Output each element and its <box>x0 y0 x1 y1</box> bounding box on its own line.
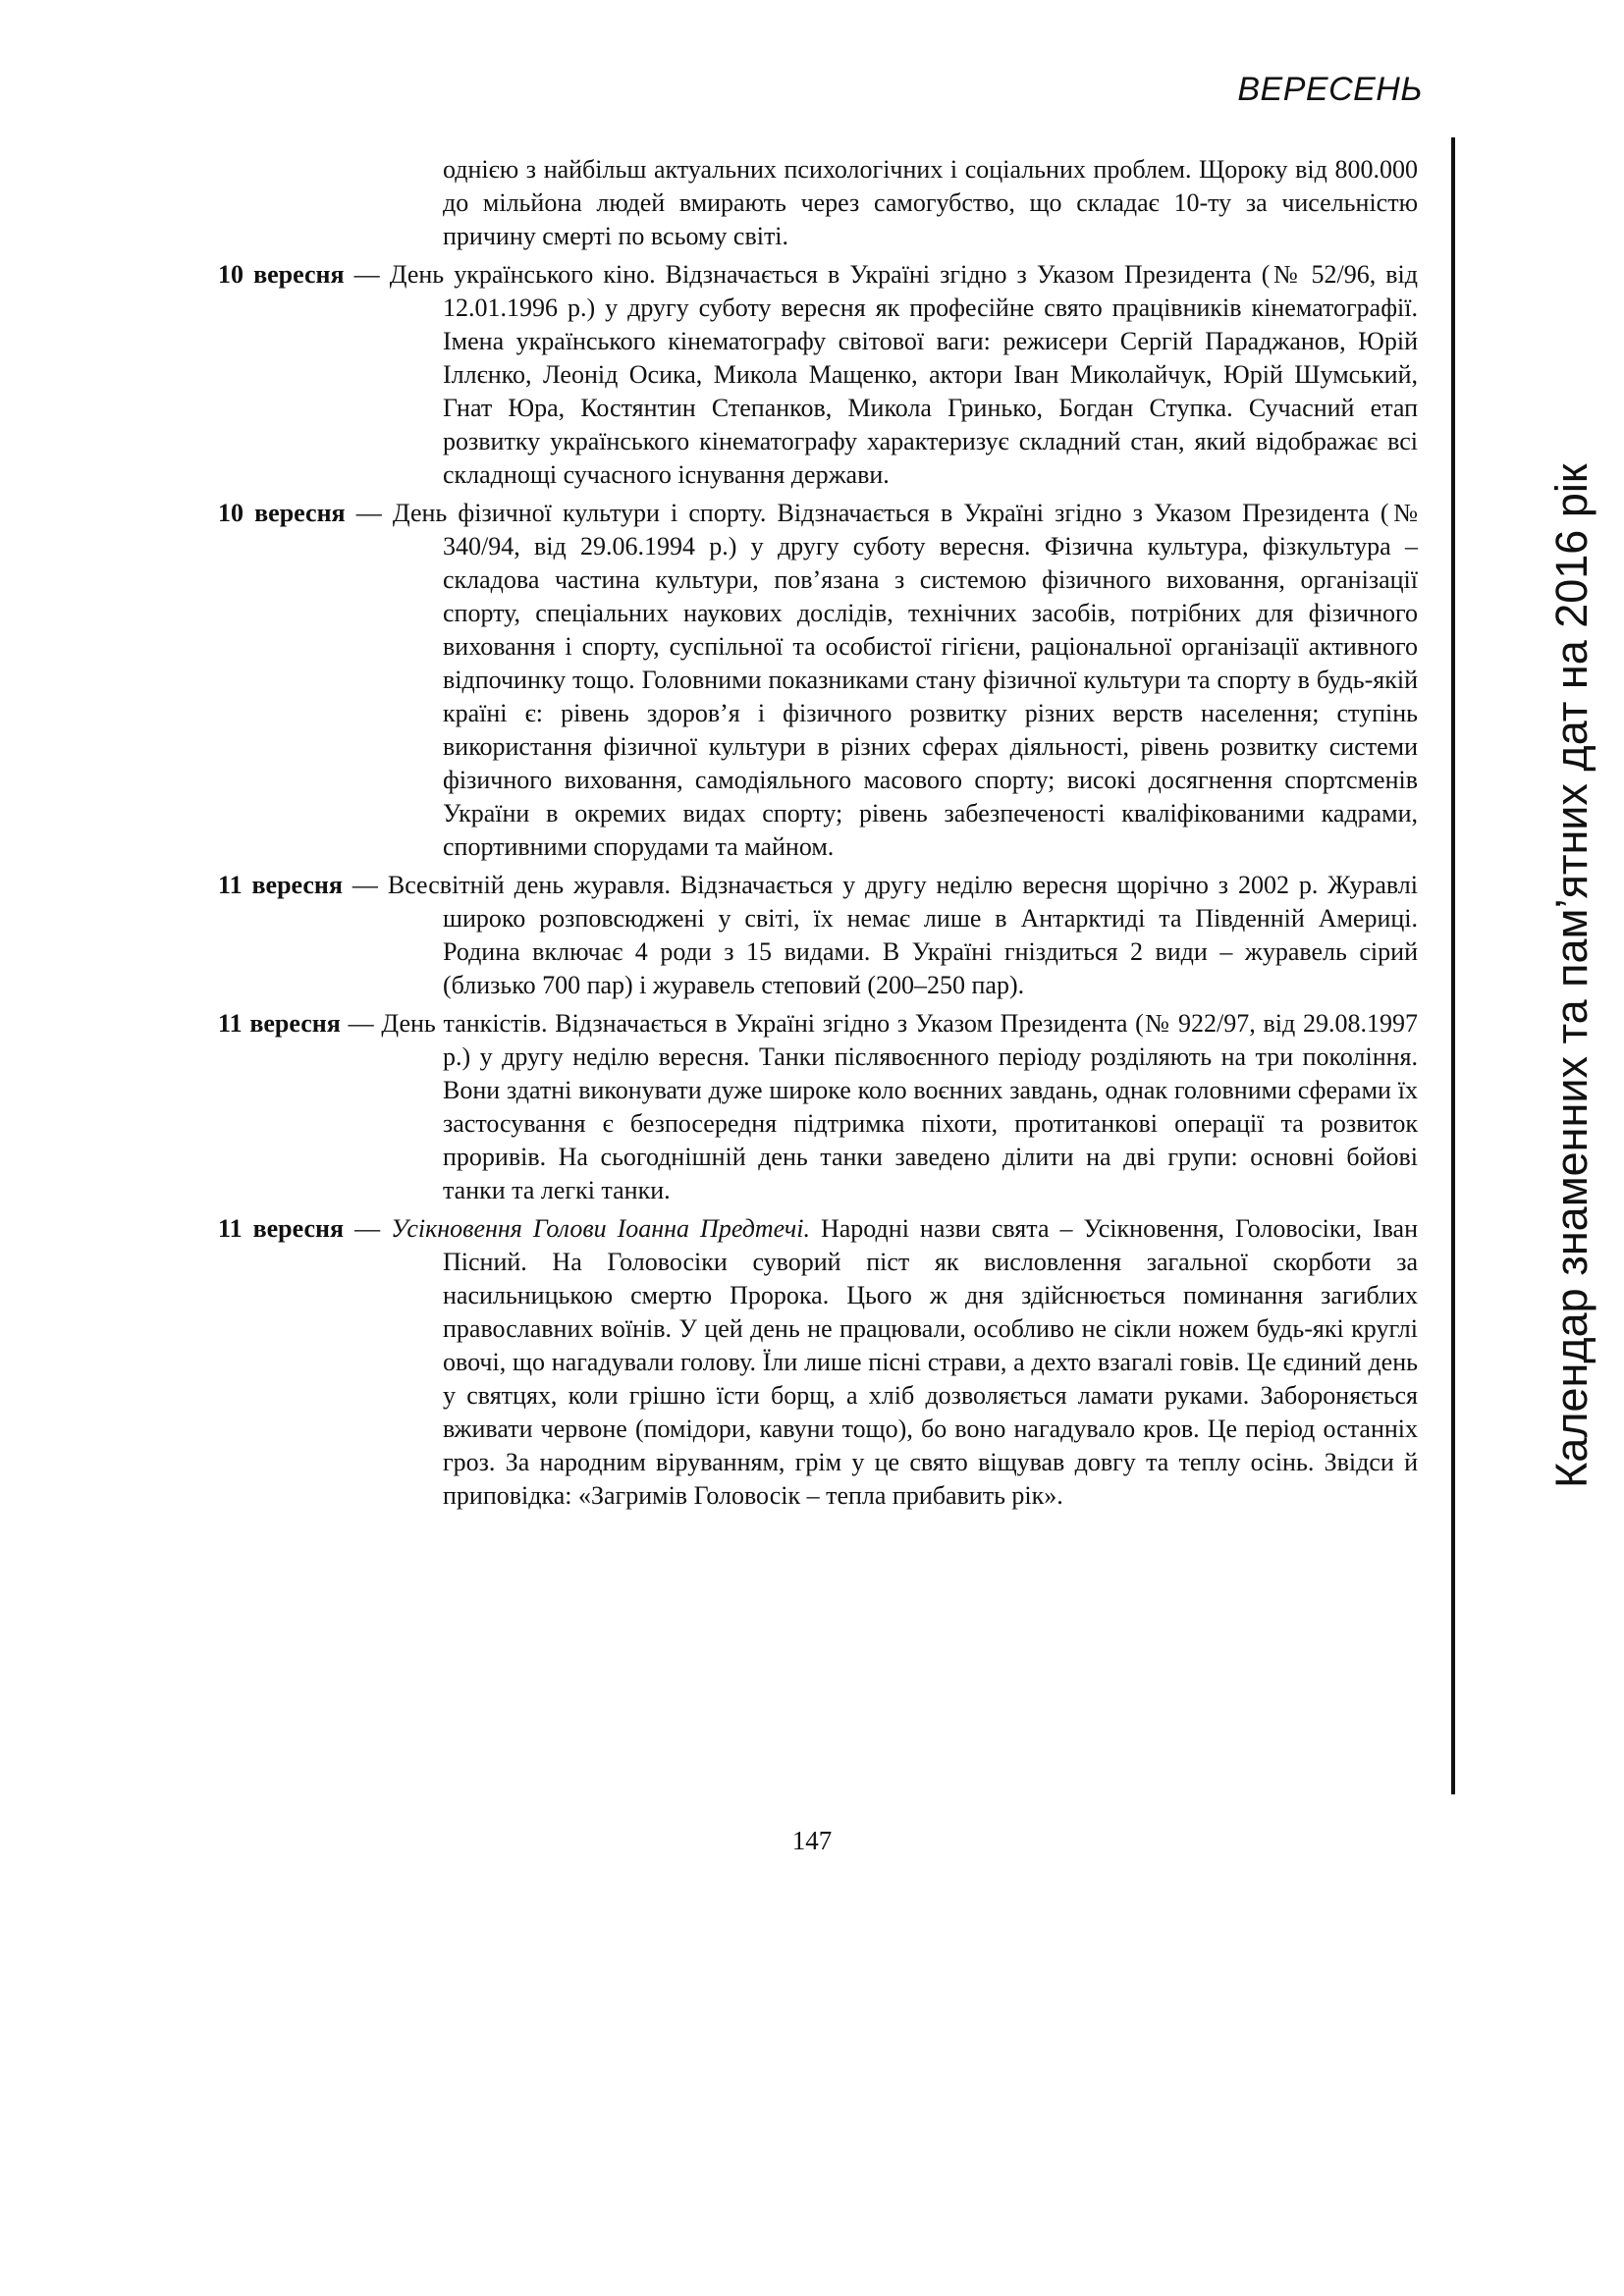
entry-text: День українського кіно. Відзначається в Україні згідно з Указом Президента (№ 52/96, від 12.01.1996 р.) у другу суботу вересня як професійне свято працівників кінематографії. Імена українського кінематографу світової ваги: режисери Сергій Параджанов, Юрій Іллєнко, Леонід Осика, Микола Мащенко, актори Іван Миколайчук, Юрій Шумський, Гнат Юра, Костянтин Степанков, Микола Гринько, Богдан Ступка. Сучасний етап розвитку українського кінематографу характеризує складний стан, який відображає всі складнощі сучасного існування держави. <box>389 260 1419 489</box>
entry-text: Народні назви свята – Усікновення, Головосіки, Іван Пісний. На Головосіки суворий піст як висловлення загальної скорботи за насильницькою смертю Пророка. Цього ж дня здійснюється поминання загиблих православних воїнів. У цей день не працювали, особливо не сікли ножем будь-які круглі овочі, що нагадували голову. Їли лише пісні страви, а дехто взагалі говів. Це єдиний день у святцях, коли грішно їсти борщ, а хліб дозволяється ламати руками. Забороняється вживати червоне (помідори, кавуни тощо), бо воно нагадувало кров. Це період останніх гроз. За народним віруванням, грім у це свято віщував довгу та теплу осінь. Звідси й приповідка: «Загримів Головосік – тепла прибавить рік». <box>443 1214 1418 1510</box>
entry-dash: — <box>354 1214 381 1243</box>
calendar-entry <box>218 869 1418 1002</box>
calendar-entry <box>218 258 1418 492</box>
entry-dash: — <box>353 260 380 289</box>
entry-dash: — <box>352 871 378 899</box>
side-book-title: Календар знаменних та пам’ятних дат на 2016 рік <box>1546 463 1597 1488</box>
month-header: ВЕРЕСЕНЬ <box>1237 71 1423 108</box>
page-number: 147 <box>791 1826 833 1855</box>
entry-text: День танкістів. Відзначається в Україні згідно з Указом Президента (№ 922/97, від 29.08.1997 р.) у другу неділю вересня. Танки післявоєнного періоду розділяють на три покоління. Вони здатні виконувати дуже широке коло воєнних завдань, однак головними сферами їх застосування є безпосередня підтримка піхоти, протитанкові операції та розвиток проривів. На сьогоднішній день танки заведено ділити на дві групи: основні бойові танки та легкі танки. <box>381 1009 1418 1204</box>
entry-date: 11 вересня <box>218 871 343 899</box>
entry-text: Всесвітній день журавля. Відзначається у другу неділю вересня щорічно з 2002 р. Журавлі широко розповсюджені у світі, їх немає лише в Антарктиді та Південній Америці. Родина включає 4 роди з 15 видами. В Україні гніздиться 2 види – журавель сірий (близько 700 пар) і журавель степовий (200–250 пар). <box>387 871 1419 999</box>
entry-dash: — <box>348 1009 374 1038</box>
entry-dash: — <box>355 499 382 527</box>
continuation-paragraph: однією з найбільш актуальних психологічних і соціальних проблем. Щороку від 800.000 до мільйона людей вмирають через самогубство, що складає 10-ту за чисельністю причину смерті по всьому світі. <box>443 155 1418 250</box>
page-content <box>218 153 1418 1518</box>
entry-text: День фізичної культури і спорту. Відзначається в Україні згідно з Указом Президента (№ 340/94, від 29.06.1994 р.) у другу суботу вересня. Фізична культура, фізкультура – складова частина культури, пов’язана з системою фізичного виховання, організації спорту, спеціальних наукових дослідів, технічних засобів, потрібних для фізичного виховання і спорту, суспільної та особистої гігієни, раціональної організації активного відпочинку тощо. Головними показниками стану фізичної культури та спорту в будь-якій країні є: рівень здоров’я і фізичного розвитку різних верств населення; ступінь використання фізичної культури в різних сферах діяльності, рівень розвитку системи фізичного виховання, самодіяльного масового спорту; високі досягнення спортсменів України в окремих видах спорту; рівень забезпеченості кваліфікованими кадрами, спортивними спорудами та майном. <box>392 499 1419 861</box>
calendar-entry <box>218 1212 1418 1513</box>
entry-date: 11 вересня <box>218 1214 345 1243</box>
calendar-entry <box>218 1007 1418 1207</box>
side-divider-line <box>1451 137 1455 1794</box>
entry-date: 10 вересня <box>218 499 346 527</box>
entry-date: 11 вересня <box>218 1009 341 1038</box>
entry-date: 10 вересня <box>218 260 345 289</box>
entry-italic-title: Усікновення Голови Іоанна Предтечі. <box>391 1214 810 1243</box>
calendar-entry <box>218 497 1418 864</box>
